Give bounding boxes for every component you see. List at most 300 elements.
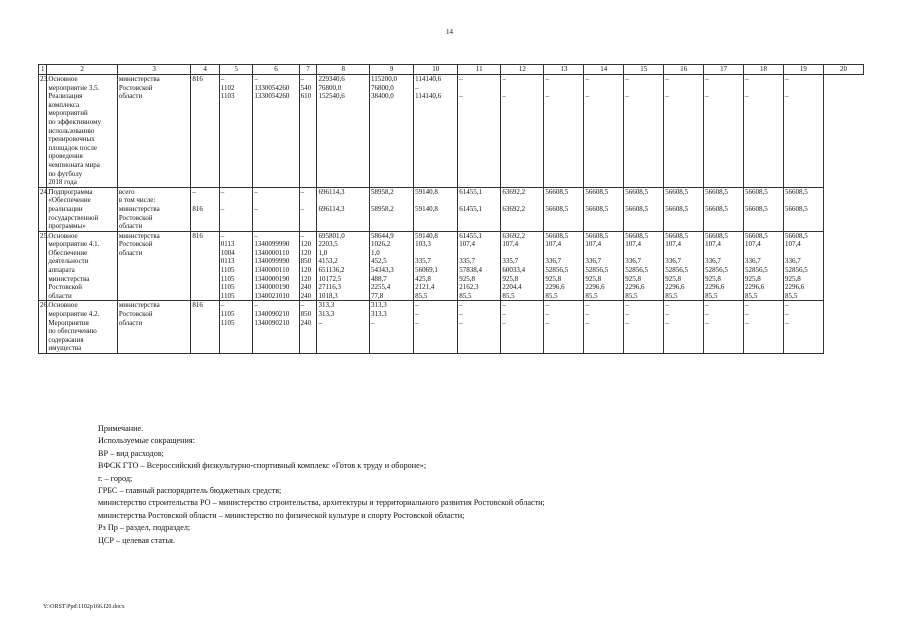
program-name-line: использованию [48, 126, 95, 135]
header-cell: 3 [117, 65, 191, 75]
header-row [39, 65, 864, 75]
value-line [502, 249, 542, 258]
value-line: 1340000110 [254, 248, 290, 257]
value-line: 229340,6 [318, 75, 345, 83]
note-line: Рз Пр – раздел, подраздел; [98, 523, 191, 533]
value-line: 2296,6 [784, 283, 805, 292]
value-line: 120 [300, 248, 312, 257]
value-gap [254, 196, 297, 205]
value-cell [317, 75, 370, 188]
value-line: 56608,5 [784, 231, 808, 240]
value-line: 85,5 [502, 291, 515, 300]
grbs-line: 816 [192, 231, 203, 240]
value-line [785, 84, 822, 93]
value-line [665, 249, 702, 258]
value-line: 2296,6 [585, 283, 605, 292]
value-cell [219, 301, 253, 354]
value-line: 925,8 [784, 274, 801, 283]
grbs-line: 816 [192, 204, 203, 213]
executor-line: министерства [118, 231, 160, 240]
value-line: 925,8 [459, 274, 476, 283]
value-line: – [502, 92, 506, 101]
program-name-line: Ростовской [48, 283, 83, 292]
value-line: – [502, 310, 506, 319]
value-line: – [220, 231, 225, 240]
value-cell [219, 187, 253, 231]
value-line: 56608,5 [585, 187, 609, 196]
executor-line: Ростовской [118, 310, 153, 319]
value-line: – [784, 92, 789, 101]
program-name-line: мероприятие 4.2. [48, 310, 100, 319]
value-line: 56608,5 [625, 231, 649, 240]
value-line: 56608,5 [625, 187, 649, 196]
value-line: – [300, 75, 305, 83]
value-line: 56608,5 [745, 231, 768, 240]
value-cell [253, 301, 299, 354]
value-line: 85,5 [745, 291, 758, 300]
value-line: 313,3 [318, 310, 335, 319]
value-line: – [371, 318, 375, 327]
value-line: 52856,5 [665, 266, 688, 275]
value-line: 240 [300, 318, 312, 327]
value-line: – [415, 318, 419, 327]
value-line: 336,7 [784, 257, 801, 266]
value-line: 56608,5 [625, 204, 649, 213]
value-line: 336,7 [665, 257, 681, 266]
value-line: 1340090210 [254, 310, 290, 319]
value-cell [744, 75, 784, 188]
value-line: – [784, 310, 789, 319]
value-line: 56608,5 [585, 231, 609, 240]
program-name-line: области [48, 291, 72, 300]
value-line: 76800,0 [371, 83, 394, 92]
value-line: 52856,5 [784, 266, 808, 275]
value-line [625, 249, 662, 258]
grbs-code [191, 75, 219, 188]
value-line: – [300, 187, 305, 196]
value-line: – [585, 301, 589, 310]
value-line: – [625, 318, 629, 327]
value-line: 1330054260 [254, 92, 290, 101]
value-line: 107,4 [784, 240, 801, 249]
header-cell: 15 [624, 65, 664, 75]
value-line [705, 249, 742, 258]
value-cell [744, 301, 784, 354]
value-cell [624, 187, 664, 231]
value-line: 1,0 [371, 248, 380, 257]
value-line: 56608,5 [745, 187, 768, 196]
value-line: 696114,3 [318, 187, 345, 196]
value-line: – [220, 187, 225, 196]
value-line: – [502, 318, 506, 327]
value-gap [371, 196, 412, 205]
value-cell [544, 301, 584, 354]
program-name-line: содержания [48, 335, 84, 344]
table-row [39, 187, 864, 231]
value-line: 1340021010 [254, 291, 290, 300]
value-line [785, 249, 822, 258]
value-line [415, 249, 456, 258]
value-line: – [545, 92, 549, 101]
value-line: – [665, 92, 669, 101]
value-line: – [254, 301, 258, 310]
value-line: 1102 [220, 83, 235, 92]
executor-line: области [118, 318, 143, 327]
value-line: 63692,2 [502, 204, 526, 213]
value-line: 85,5 [459, 291, 472, 300]
value-line [502, 84, 542, 93]
value-cell [704, 231, 744, 301]
program-name-line: по обеспечению [48, 327, 97, 336]
value-line: – [459, 318, 463, 327]
value-cell [458, 75, 501, 188]
value-line: 56608,5 [545, 204, 569, 213]
value-line: 107,4 [545, 240, 562, 249]
value-line: 1340000190 [254, 274, 290, 283]
value-line: – [254, 204, 258, 213]
value-line: 58958,2 [371, 204, 394, 213]
value-gap [705, 196, 742, 205]
value-cell [299, 75, 317, 188]
value-line: – [254, 75, 258, 83]
value-line: 56608,5 [784, 187, 808, 196]
value-line [585, 84, 622, 93]
value-cell [584, 301, 624, 354]
program-name-line: деятельности [48, 257, 89, 266]
value-line: 58958,2 [371, 187, 394, 196]
value-cell [299, 187, 317, 231]
value-line: 1105 [220, 310, 235, 319]
table-row [39, 301, 864, 354]
grbs-line [192, 196, 217, 205]
value-line: 1340090210 [254, 318, 290, 327]
value-line: 488,7 [371, 274, 387, 283]
value-line: – [745, 75, 749, 83]
header-cell: 17 [704, 65, 744, 75]
value-line: 1026,2 [371, 240, 391, 249]
note-line: министерства Ростовской области – министерство по физической культуре и спорту Ростовской области; [98, 510, 465, 520]
budget-table [38, 64, 864, 354]
value-gap [625, 196, 662, 205]
grbs-line: – [192, 187, 196, 196]
value-line: – [459, 310, 463, 319]
value-line: – [585, 310, 589, 319]
value-line: – [745, 301, 749, 310]
value-line: – [415, 310, 419, 319]
value-line: 1105 [220, 291, 235, 300]
value-line: 59140,8 [415, 187, 438, 196]
value-line: 60033,4 [502, 266, 526, 275]
executor [117, 75, 191, 188]
value-line [459, 249, 499, 258]
header-cell: 12 [501, 65, 544, 75]
value-line: 120 [300, 240, 312, 249]
value-line: 56608,5 [705, 187, 728, 196]
value-cell [744, 187, 784, 231]
value-line: 925,8 [705, 274, 721, 283]
value-cell [370, 75, 414, 188]
value-line: 10172,5 [318, 274, 342, 283]
header-cell: 18 [744, 65, 784, 75]
value-cell [783, 301, 823, 354]
grbs-line: 816 [192, 75, 203, 83]
value-line: 56608,5 [705, 204, 728, 213]
value-line [665, 84, 702, 93]
program-name-line: мероприятие 3.5. [48, 83, 100, 92]
value-line: 1340000190 [254, 283, 290, 292]
header-cell: 13 [544, 65, 584, 75]
executor-line: Ростовской [118, 213, 153, 222]
value-line: 107,4 [665, 240, 681, 249]
value-line: 425,8 [415, 274, 431, 283]
header-cell: 16 [664, 65, 704, 75]
file-path-footer: Y:\ORST\Ppd\1102p166.f20.docx [43, 604, 125, 610]
value-line: – [502, 75, 506, 83]
note-line: Примечание. [98, 424, 144, 433]
value-line: – [705, 301, 709, 310]
value-line: 850 [300, 310, 312, 319]
value-line [745, 84, 782, 93]
value-line: 85,5 [625, 291, 638, 300]
value-line: – [625, 75, 629, 83]
value-cell [317, 301, 370, 354]
grbs-code [191, 187, 219, 231]
value-line: – [665, 75, 669, 83]
table-row [39, 231, 864, 301]
program-name-line: государственной [48, 213, 99, 222]
value-line: – [545, 301, 549, 310]
value-line: 107,4 [745, 240, 761, 249]
value-cell [584, 231, 624, 301]
value-line: 336,7 [705, 257, 721, 266]
program-name-line: комплекса [48, 100, 80, 109]
value-line: 56608,5 [665, 204, 688, 213]
program-name-line: Основное [48, 75, 78, 83]
value-line: 696114,3 [318, 204, 345, 213]
value-cell [783, 231, 823, 301]
value-cell [253, 75, 299, 188]
value-line: 240 [300, 283, 312, 292]
value-line: 58644,9 [371, 231, 394, 240]
header-cell: 10 [414, 65, 458, 75]
value-cell [458, 187, 501, 231]
executor-line: в том числе: [118, 196, 156, 205]
value-line: 103,3 [415, 240, 431, 249]
notes-block [98, 423, 545, 547]
value-line: 925,8 [502, 274, 519, 283]
grbs-code [191, 231, 219, 301]
value-line: 57838,4 [459, 266, 483, 275]
value-line: 452,5 [371, 257, 387, 266]
row-number: 24. [39, 187, 47, 231]
value-cell [317, 187, 370, 231]
value-line: – [745, 310, 749, 319]
value-line: – [784, 75, 789, 83]
value-cell [370, 301, 414, 354]
value-line: – [625, 301, 629, 310]
executor [117, 187, 191, 231]
executor [117, 301, 191, 354]
value-line: – [585, 75, 589, 83]
value-line: 335,7 [459, 257, 476, 266]
value-line: – [784, 318, 789, 327]
value-line: – [300, 231, 305, 240]
value-line: 1018,3 [318, 291, 338, 300]
value-line: 1105 [220, 274, 235, 283]
value-cell [253, 231, 299, 301]
executor-line: министерства [118, 301, 160, 310]
program-name-line: 2018 года [48, 178, 77, 187]
value-line: 925,8 [745, 274, 761, 283]
value-line: – [745, 92, 749, 101]
value-cell [370, 231, 414, 301]
note-line: ВФСК ГТО – Всероссийский физкультурно-спортивный комплекс «Готов к труду и обороне»; [98, 461, 427, 471]
value-cell [219, 75, 253, 188]
header-cell: 20 [823, 65, 863, 75]
note-line: г. – город; [98, 473, 133, 483]
value-line: 54343,3 [371, 266, 394, 275]
value-line: 56608,5 [545, 187, 569, 196]
value-line: 114140,6 [415, 92, 442, 101]
program-name-line: Подпрограмма [48, 187, 93, 196]
program-name-line: аппарата [48, 266, 75, 275]
program-name-line: чемпионата мира [48, 160, 100, 169]
executor-line: области [118, 92, 143, 101]
value-line: – [254, 187, 258, 196]
value-line: – [318, 318, 322, 327]
value-line: 2162,3 [459, 283, 479, 292]
header-cell: 7 [299, 65, 317, 75]
value-cell [624, 301, 664, 354]
value-line: 1105 [220, 266, 235, 275]
value-line: – [545, 75, 549, 83]
value-line: 107,4 [705, 240, 721, 249]
executor-line: области [118, 248, 143, 257]
executor-line: области [118, 222, 143, 231]
value-line [745, 249, 782, 258]
note-line: Используемые сокращения: [98, 436, 195, 446]
value-line: 27116,3 [318, 283, 341, 292]
value-line: 85,5 [665, 291, 678, 300]
value-line: 2204,4 [502, 283, 522, 292]
value-line: 63692,2 [502, 231, 526, 240]
value-line: 61455,1 [459, 231, 483, 240]
program-name-line: Основное [48, 301, 78, 310]
program-name-line: программы» [48, 222, 86, 231]
note-line: ЦСР – целевая статья. [98, 535, 175, 545]
executor-line: министерства [118, 75, 160, 83]
value-line: – [665, 301, 669, 310]
value-line: 85,5 [585, 291, 598, 300]
value-cell [501, 231, 544, 301]
value-gap [318, 196, 368, 205]
note-line: ВР – вид расходов; [98, 448, 164, 458]
value-line [585, 249, 622, 258]
value-gap [415, 196, 456, 205]
value-line: 85,5 [705, 291, 718, 300]
value-line: 63692,2 [502, 187, 526, 196]
header-cell: 14 [584, 65, 624, 75]
value-line: – [502, 301, 506, 310]
executor [117, 231, 191, 301]
value-line: 52856,5 [545, 266, 569, 275]
value-line: 2296,6 [665, 283, 685, 292]
value-cell [219, 231, 253, 301]
value-cell [544, 187, 584, 231]
value-line: 107,4 [625, 240, 642, 249]
program-name-line: Обеспечение [48, 248, 88, 257]
value-cell [414, 187, 458, 231]
value-line [705, 84, 742, 93]
program-name-line: проведения [48, 152, 83, 161]
value-line: 850 [300, 257, 312, 266]
value-cell [299, 231, 317, 301]
value-cell [414, 75, 458, 188]
header-cell: 5 [219, 65, 253, 75]
header-cell: 19 [783, 65, 823, 75]
value-line: – [705, 75, 709, 83]
value-line: 335,7 [502, 257, 519, 266]
program-name-line: Мероприятия [48, 318, 89, 327]
value-line: 59140,8 [415, 231, 438, 240]
program-name-line: тренировочных [48, 135, 95, 144]
value-line: 610 [300, 92, 312, 101]
value-cell [501, 301, 544, 354]
value-line: – [625, 310, 629, 319]
grbs-line: 816 [192, 301, 203, 310]
value-line: 1105 [220, 283, 235, 292]
value-line: 313,3 [318, 301, 335, 310]
value-line: 313,3 [371, 310, 387, 319]
value-line: 925,8 [545, 274, 562, 283]
value-line: 85,5 [784, 291, 798, 300]
value-line: – [665, 310, 669, 319]
value-cell [544, 75, 584, 188]
value-line: 52856,5 [705, 266, 728, 275]
value-line: – [459, 75, 463, 83]
value-line: 0113 [220, 240, 235, 249]
program-name-line: реализации [48, 204, 83, 213]
value-line: 56608,5 [705, 231, 728, 240]
note-line: министерство строительства РО – министерство строительства, архитектуры и территориального развития Ростовской области; [98, 498, 545, 508]
value-line [545, 84, 582, 93]
value-line [625, 84, 662, 93]
program-name-line: мероприятие 4.1. [48, 240, 100, 249]
value-line: 540 [300, 83, 312, 92]
value-line: 59140,8 [415, 204, 438, 213]
value-line: 52856,5 [745, 266, 768, 275]
value-cell [704, 187, 744, 231]
header-cell: 9 [370, 65, 414, 75]
value-cell [704, 301, 744, 354]
value-line: 335,7 [415, 257, 431, 266]
value-line: 651136,2 [318, 266, 345, 275]
value-line: – [459, 92, 463, 101]
program-name [47, 231, 117, 301]
program-name-line: по футболу [48, 169, 83, 178]
value-line: – [415, 83, 419, 92]
value-line: 1,0 [318, 248, 328, 257]
value-line: 925,8 [665, 274, 681, 283]
value-line: 120 [300, 274, 312, 283]
value-gap [459, 196, 499, 205]
value-line: 1340099990 [254, 257, 290, 266]
value-cell [414, 231, 458, 301]
value-cell [414, 301, 458, 354]
value-line: – [254, 231, 258, 240]
value-cell [624, 231, 664, 301]
header-cell: 4 [191, 65, 219, 75]
